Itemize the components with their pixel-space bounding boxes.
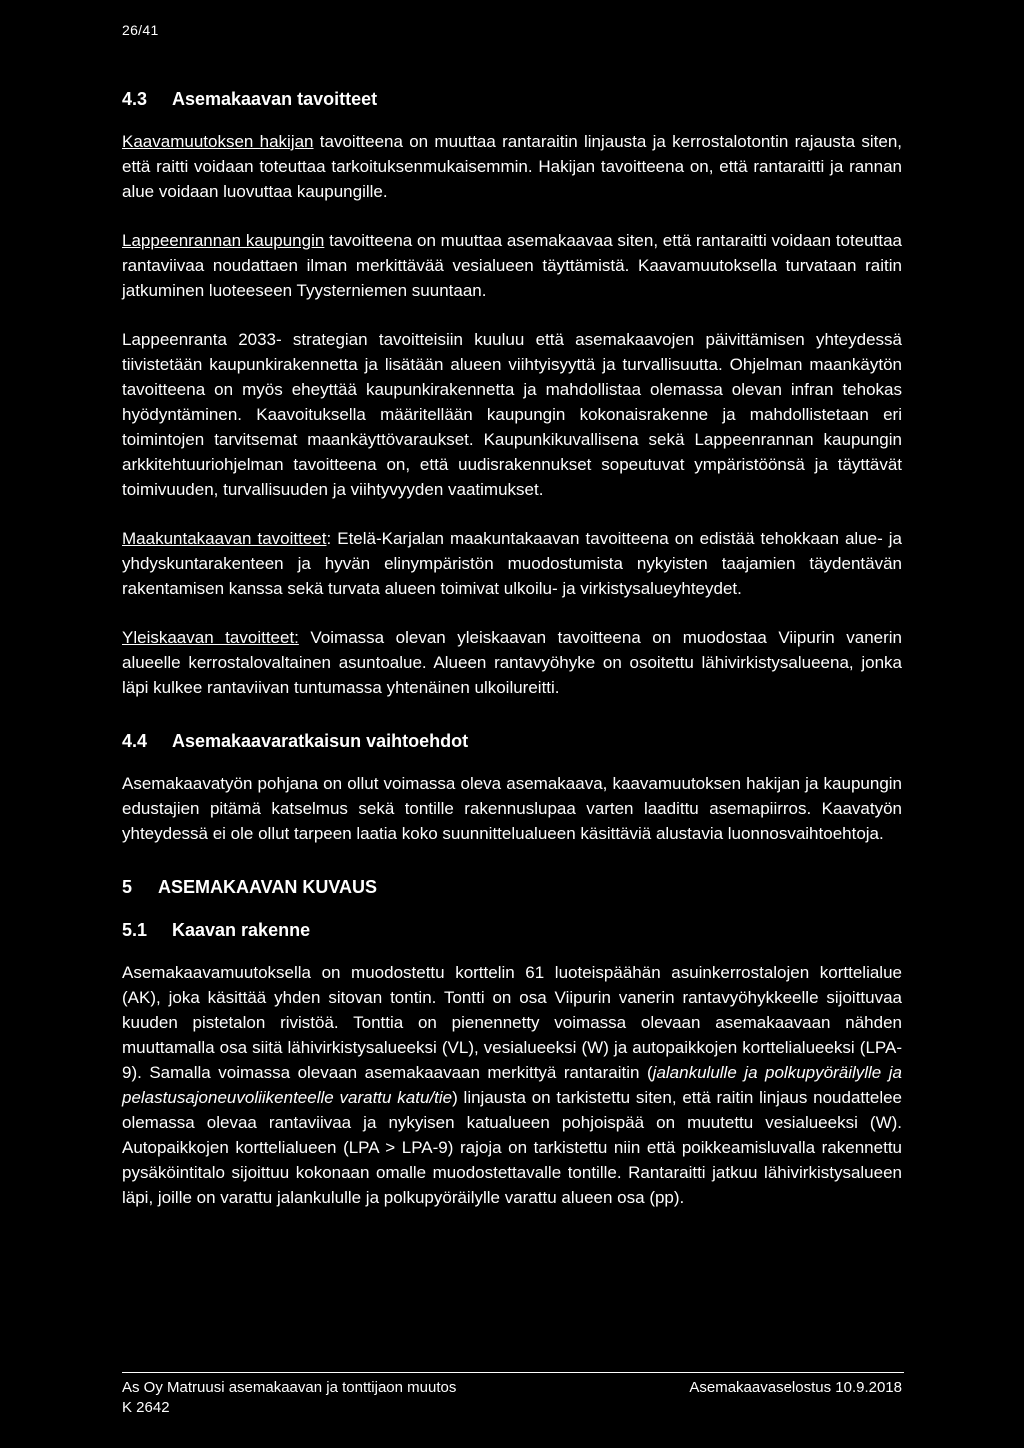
heading-5-1: [122, 917, 902, 943]
paragraph-strategy: Lappeenranta 2033- strategian tavoitteisiin kuuluu että asemakaavojen päivittämisen yhteydessä tiivistetään kaupunkirakennetta ja lisätään alueen viihtyisyyttä ja turvallisuutta. Ohjelman maankäytön tavoitteena on myös eheyttää kaupunkirakennetta ja mahdollistaa olemassa olevan infran tehokas hyödyntäminen. Kaavoituksella määritellään kaupungin kokonaisrakenne ja mahdollistetaan eri toimintojen tarvitsemat maankäyttövaraukset. Kaupunkikuvallisena sekä Lappeenrannan kaupungin arkkitehtuuriohjelman tavoitteena on, että uudisrakennukset sopeutuvat ympäristöönsä ja täyttävät toimivuuden, turvallisuuden ja viihtyvyyden vaatimukset.: [122, 330, 902, 499]
heading-number: 4.3: [122, 89, 148, 109]
heading-number: 4.4: [122, 731, 148, 751]
heading-title: Asemakaavan tavoitteet: [172, 89, 378, 109]
footer-left: [122, 1378, 456, 1418]
footer-document-type-date: Asemakaavaselostus 10.9.2018: [689, 1379, 902, 1396]
heading-number: 5.1: [122, 920, 148, 940]
paragraph-applicant-goals: Kaavamuutoksen hakijan tavoitteena on muuttaa rantaraitin linjausta ja kerrostalotontin rajausta siten, että raitti voidaan toteuttaa tarkoituksenmukaisemmin. Hakijan tavoitteena on, että rantaraitti ja rannan alue voidaan luovuttaa kaupungille.: [122, 132, 902, 201]
paragraph-city-goals: Lappeenrannan kaupungin tavoitteena on muuttaa asemakaavaa siten, että rantaraitti voidaan toteuttaa rantaviivaa noudattaen ilman merkittävää vesialueen täyttämistä. Kaavamuutoksella turvataan raitin jatkuminen luoteeseen Tyysterniemen suuntaan.: [122, 231, 902, 300]
underlined-label: Lappeenrannan kaupungin: [122, 231, 325, 250]
heading-title: Kaavan rakenne: [172, 920, 311, 940]
paragraph-regional-plan: Maakuntakaavan tavoitteet: Etelä-Karjalan maakuntakaavan tavoitteena on edistää tehokkaan alue- ja yhdyskuntarakenteen ja hyvän elinympäristön muodostumista nykyisten taajamien täydentävän rakentamisen kanssa sekä turvata alueen toimivat ulkoilu- ja virkistysalueyhteydet.: [122, 529, 902, 598]
heading-4-3: [122, 86, 902, 112]
paragraph-master-plan: Yleiskaavan tavoitteet: Voimassa olevan yleiskaavan tavoitteena on muodostaa Viipurin vanerin alueelle kerrostalovaltainen asuntoalue. Alueen rantavyöhyke on osoitettu lähivirkistysalueena, jonka läpi kulkee rantaviivan tuntumassa yhtenäinen ulkoilureitti.: [122, 628, 903, 697]
underlined-label: Yleiskaavan tavoitteet:: [122, 628, 299, 647]
italic-text: jalankululle ja polkupyöräilylle ja pelastusajoneuvoliikenteelle varattu katu/tie: [122, 1063, 902, 1107]
heading-title: ASEMAKAAVAN KUVAUS: [158, 877, 378, 897]
footer-document-title: As Oy Matruusi asemakaavan ja tonttijaon muutos: [122, 1379, 457, 1396]
underlined-label: Kaavamuutoksen hakijan: [122, 132, 314, 151]
heading-title: Asemakaavaratkaisun vaihtoehdot: [172, 731, 469, 751]
footer-reference-code: K 2642: [122, 1399, 170, 1416]
heading-number: 5: [122, 877, 133, 897]
paragraph-plan-structure: Asemakaavamuutoksella on muodostettu korttelin 61 luoteispäähän asuinkerrostalojen korttelialue (AK), joka käsittää yhden sitovan tontin. Tontti on osa Viipurin vanerin rantavyöhykkeelle sijoittuvaa kuuden pistetalon rivistöä. Tonttia on pienennetty voimassa olevaan asemakaavaan nähden muuttamalla osa siitä lähivirkistysalueeksi (VL), vesialueeksi (W) ja autopaikkojen korttelialueeksi (LPA-9). Samalla voimassa olevaan asemakaavaan merkittyä rantaraitin (jalankululle ja polkupyöräilylle ja pelastusajoneuvoliikenteelle varattu katu/tie) linjausta on tarkistettu siten, että raitin linjaus noudattelee olemassa olevaa rantaviivaa ja nykyisen katualueen pohjoispää on muutettu vesialueeksi (W). Autopaikkojen korttelialueen (LPA > LPA-9) rajoja on tarkistettu niin että poikkeamisluvalla rakennettu pysäköintitalo sijoittuu kokonaan omalle muodostettavalle tontille. Rantaraitti jatkuu lähivirkistysalueen läpi, joille on varattu jalankululle ja polkupyöräilylle varattu alueen osa (pp).: [122, 963, 903, 1207]
footer-divider: [122, 1372, 904, 1373]
paragraph-alternatives: Asemakaavatyön pohjana on ollut voimassa oleva asemakaava, kaavamuutoksen hakijan ja kaupungin edustajien pitämä katselmus sekä tontille rakennuslupaa varten laadittu asemapiirros. Kaavatyön yhteydessä ei ole ollut tarpeen laatia koko suunnittelualueen käsittäviä alustavia luonnosvaihtoehtoja.: [122, 774, 902, 843]
page-number: 26/41: [122, 22, 159, 38]
heading-4-4: [122, 728, 902, 754]
document-body: [122, 86, 902, 1210]
underlined-label: Maakuntakaavan tavoitteet: [122, 529, 327, 548]
heading-5: [122, 874, 902, 900]
